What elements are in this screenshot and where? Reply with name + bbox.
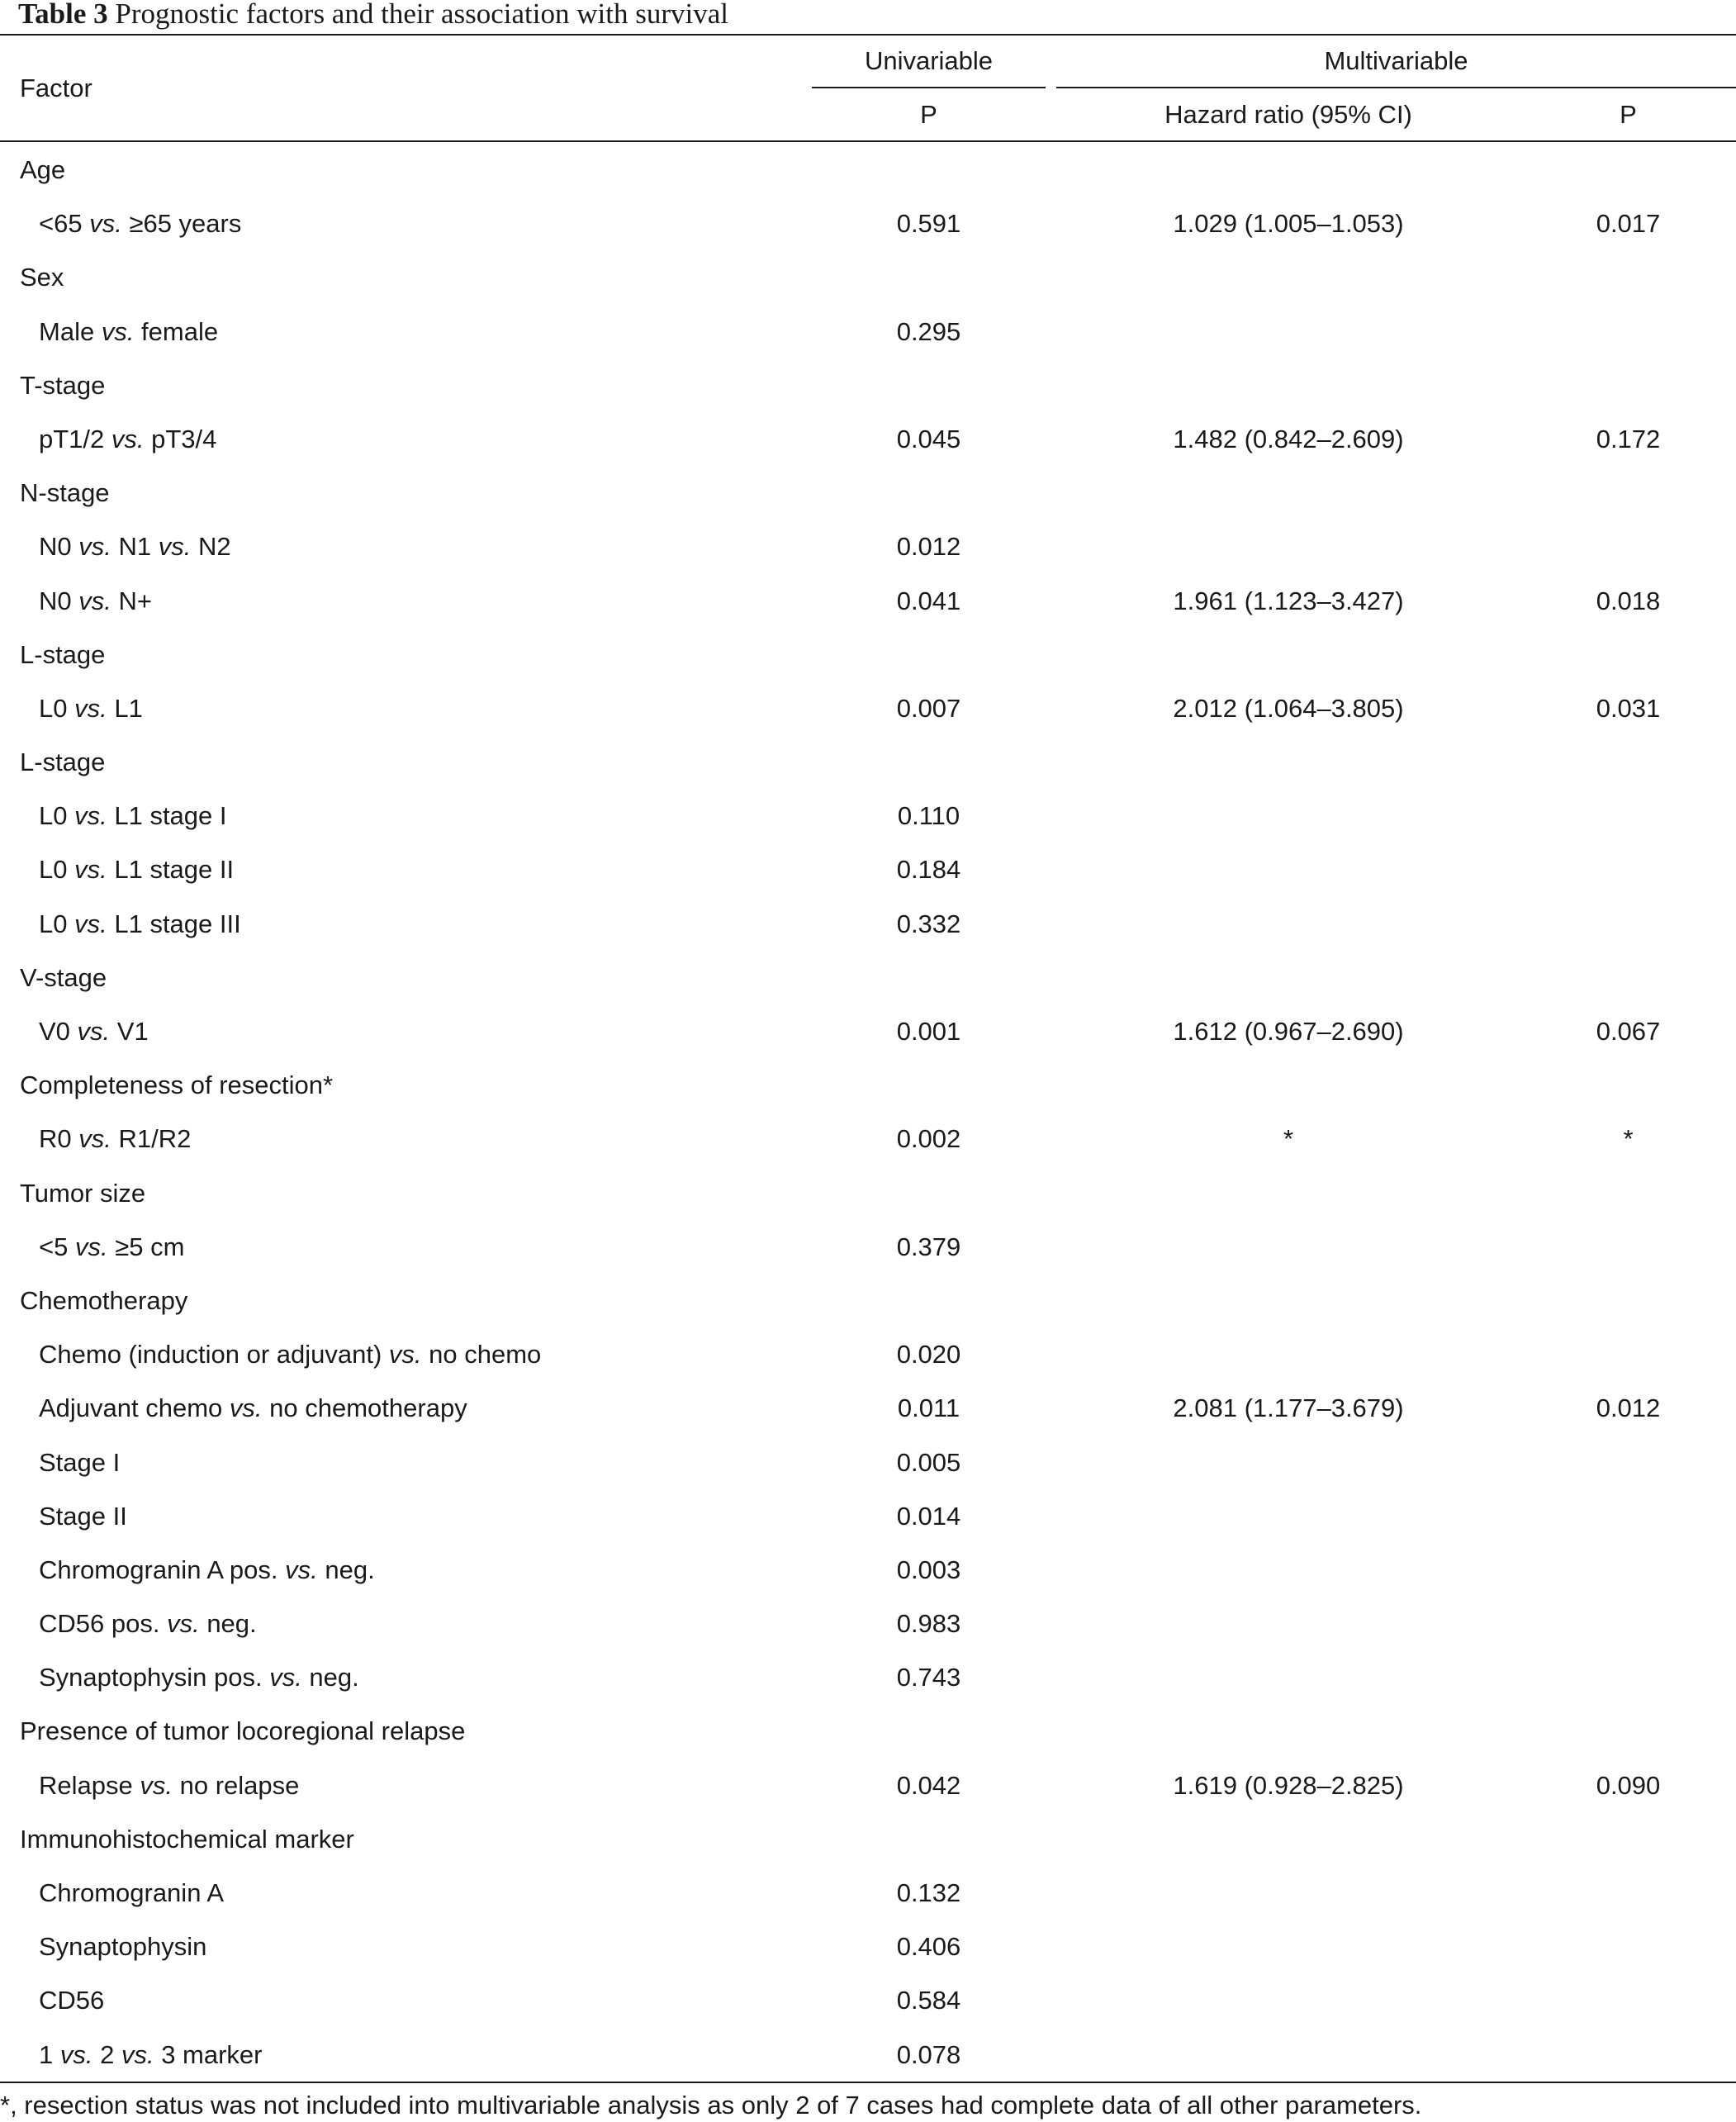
table-row [0,1010,1736,1064]
multivariable-p-cell [1520,1979,1736,2033]
hazard-ratio-cell [1056,1602,1520,1656]
multivariable-p-cell [1520,2034,1736,2087]
univariable-p-cell: 0.045 [896,424,961,453]
univariable-p-cell: 0.743 [896,1663,961,1692]
hazard-ratio-cell [1056,1549,1520,1602]
multivariable-p-cell [1520,795,1736,848]
factor-text: L1 [107,693,143,723]
factor-text: pT1/2 [39,424,111,453]
hazard-ratio-cell [1056,1872,1520,1925]
hazard-ratio-cell [1056,903,1520,957]
hazard-ratio-cell [1056,795,1520,848]
table-group-row [0,741,1736,795]
factor-text: no chemo [421,1340,542,1370]
table-row [0,1925,1736,1979]
table-group-row [0,1064,1736,1118]
factor-cell: Tumor size [20,1178,146,1208]
table-row [0,1656,1736,1710]
univariable-p-cell: 0.078 [896,2039,961,2069]
hazard-ratio-cell: 2.081 (1.177–3.679) [1173,1393,1404,1423]
factor-text: R1/R2 [111,1124,192,1154]
multivariable-p-cell [1520,1656,1736,1710]
table-row [0,848,1736,902]
factor-cell [39,525,231,579]
univariable-p-cell: 0.005 [896,1447,961,1477]
factor-text: Adjuvant chemo [39,1393,230,1423]
hazard-ratio-cell: 1.619 (0.928–2.825) [1173,1770,1404,1800]
factor-text: CD56 [39,1986,105,2015]
factor-text: V1 [110,1017,149,1046]
table-group-row [0,364,1736,418]
factor-cell [39,687,143,741]
hazard-ratio-cell [1056,1925,1520,1979]
multivariable-p-cell [1520,903,1736,957]
factor-vs: vs. [59,2039,93,2069]
factor-cell: Age [20,155,66,184]
factor-text: Chromogranin A pos. [39,1555,286,1584]
factor-text: N0 [39,586,79,615]
univariable-underline [812,87,1046,88]
factor-cell [39,1656,359,1710]
factor-cell: Immunohistochemical marker [20,1824,354,1854]
table-row [0,1602,1736,1656]
factor-text: pT3/4 [144,424,217,453]
factor-cell [39,1979,104,2033]
multivariable-p-cell [1520,1602,1736,1656]
univariable-p-cell: 0.295 [896,316,961,346]
factor-text: L1 stage I [107,801,227,831]
factor-text: N2 [191,532,231,562]
univariable-p-cell: 0.020 [896,1340,961,1370]
factor-vs: vs. [269,1663,302,1692]
univariable-p-cell: 0.591 [896,209,961,239]
univariable-p-cell: 0.012 [896,532,961,562]
factor-text: L0 [39,693,75,723]
multivariable-p-cell: 0.017 [1596,209,1661,239]
factor-vs: vs. [78,532,111,562]
hazard-ratio-cell [1056,1656,1520,1710]
table-row [0,1549,1736,1602]
factor-vs: vs. [140,1770,173,1800]
hazard-ratio-cell [1056,525,1520,579]
table-row [0,687,1736,741]
univariable-p-cell: 0.332 [896,909,961,938]
multivariable-p-cell: 0.090 [1596,1770,1661,1800]
multivariable-p-cell: 0.012 [1596,1393,1661,1423]
factor-text: Relapse [39,1770,140,1800]
header-factor: Factor [20,74,92,102]
factor-text: L1 stage III [107,909,241,938]
factor-text: Chromogranin A [39,1878,225,1907]
factor-text: V0 [39,1017,78,1046]
factor-text: N+ [111,586,152,615]
factor-vs: vs. [74,693,107,723]
factor-text: CD56 pos. [39,1609,168,1639]
factor-cell: L-stage [20,639,106,669]
factor-cell [39,1333,541,1387]
table-row [0,525,1736,579]
table-group-row [0,634,1736,687]
factor-cell [39,1549,375,1602]
factor-vs: vs. [89,209,122,239]
multivariable-p-cell [1520,1226,1736,1279]
table-row [0,795,1736,848]
factor-cell [39,2034,263,2087]
factor-cell: Sex [20,263,64,292]
multivariable-p-cell: 0.018 [1596,586,1661,615]
multivariable-p-cell [1520,1495,1736,1549]
hazard-ratio-cell [1056,1226,1520,1279]
factor-vs: vs. [167,1609,200,1639]
factor-text: Chemo (induction or adjuvant) [39,1340,389,1370]
table-row [0,418,1736,472]
hazard-ratio-cell [1056,311,1520,364]
factor-cell: V-stage [20,962,107,992]
univariable-p-cell: 0.007 [896,693,961,723]
table-row [0,903,1736,957]
hazard-ratio-cell [1056,2034,1520,2087]
univariable-p-cell: 0.406 [896,1932,961,1962]
factor-cell [39,1441,120,1495]
table-row [0,1764,1736,1818]
factor-text: ≥65 years [121,209,242,239]
hazard-ratio-cell: 1.029 (1.005–1.053) [1173,209,1404,239]
factor-text: neg. [317,1555,375,1584]
factor-text: no chemotherapy [262,1393,467,1423]
header-hazard-ratio: Hazard ratio (95% CI) [1164,100,1412,129]
factor-cell: Chemotherapy [20,1285,188,1315]
factor-text: Male [39,316,102,346]
table-group-row [0,256,1736,310]
factor-vs: vs. [74,801,107,831]
table-group-row [0,472,1736,525]
table-row [0,1441,1736,1495]
factor-cell [39,903,241,957]
hazard-ratio-cell: 1.482 (0.842–2.609) [1173,424,1404,453]
table-row [0,580,1736,634]
univariable-p-cell: 0.014 [896,1501,961,1531]
factor-text: N0 [39,532,79,562]
factor-cell [39,311,218,364]
factor-text: Synaptophysin pos. [39,1663,270,1692]
table-caption-label: Table 3 [18,0,108,30]
factor-cell [39,418,216,472]
factor-cell [39,795,227,848]
hazard-ratio-cell [1056,1495,1520,1549]
multivariable-p-cell [1520,311,1736,364]
factor-text: L0 [39,801,75,831]
factor-text: female [134,316,219,346]
factor-text: Synaptophysin [39,1932,207,1962]
hazard-ratio-cell: * [1283,1124,1294,1154]
factor-cell [39,1602,257,1656]
factor-cell: T-stage [20,370,106,400]
factor-vs: vs. [158,532,192,562]
table-caption-text: Prognostic factors and their association with survival [115,0,728,30]
factor-text: <65 [39,209,90,239]
multivariable-p-cell [1520,1872,1736,1925]
table-body [0,149,1736,2087]
table-row [0,202,1736,256]
header-univariable: Univariable [864,46,994,75]
table-row [0,1495,1736,1549]
factor-cell [39,202,241,256]
factor-text: L1 stage II [107,855,235,885]
factor-cell: L-stage [20,748,106,777]
factor-text: L0 [39,909,75,938]
univariable-p-cell: 0.584 [896,1986,961,2015]
multivariable-p-cell: 0.067 [1596,1017,1661,1046]
univariable-p-cell: 0.110 [897,801,960,831]
factor-text: Stage II [39,1501,127,1531]
table-top-rule [0,34,1736,36]
multivariable-p-cell [1520,1441,1736,1495]
univariable-p-cell: 0.002 [896,1124,961,1154]
factor-cell [39,1495,127,1549]
table-group-row [0,1818,1736,1872]
factor-cell [39,1764,299,1818]
multivariable-p-cell: 0.172 [1596,424,1661,453]
multivariable-p-cell: * [1623,1124,1634,1154]
factor-text: Stage I [39,1447,121,1477]
factor-cell [39,1387,467,1441]
multivariable-p-cell [1520,848,1736,902]
factor-text: ≥5 cm [107,1232,185,1261]
table-caption [18,0,728,30]
factor-cell: Completeness of resection* [20,1070,334,1100]
factor-vs: vs. [74,1232,108,1261]
factor-text: 3 marker [154,2039,263,2069]
table-row [0,1872,1736,1925]
table-group-row [0,957,1736,1010]
factor-cell [39,1010,149,1064]
header-multivariable-p: P [1620,100,1637,129]
table-row [0,1226,1736,1279]
header-multivariable: Multivariable [1324,46,1468,75]
factor-cell [39,1118,191,1171]
factor-cell: N-stage [20,478,110,508]
factor-cell: Presence of tumor locoregional relapse [20,1716,466,1746]
hazard-ratio-cell: 1.961 (1.123–3.427) [1173,586,1404,615]
table-row [0,2034,1736,2087]
hazard-ratio-cell [1056,1333,1520,1387]
univariable-p-cell: 0.011 [897,1393,960,1423]
factor-vs: vs. [101,316,135,346]
hazard-ratio-cell [1056,848,1520,902]
factor-vs: vs. [111,424,145,453]
factor-vs: vs. [78,586,111,615]
table-header-rule [0,140,1736,142]
factor-vs: vs. [78,1124,111,1154]
factor-cell [39,580,152,634]
univariable-p-cell: 0.132 [896,1878,961,1907]
hazard-ratio-cell: 1.612 (0.967–2.690) [1173,1017,1404,1046]
table-bottom-rule [0,2082,1736,2083]
factor-text: no relapse [172,1770,300,1800]
table-group-row [0,1710,1736,1764]
factor-text: 2 [92,2039,121,2069]
header-univariable-p: P [920,100,937,129]
hazard-ratio-cell: 2.012 (1.064–3.805) [1173,693,1404,723]
factor-text: R0 [39,1124,79,1154]
factor-cell [39,1925,206,1979]
factor-text: neg. [199,1609,257,1639]
multivariable-p-cell [1520,525,1736,579]
hazard-ratio-cell [1056,1979,1520,2033]
multivariable-underline [1056,87,1736,88]
hazard-ratio-cell [1056,1441,1520,1495]
table-group-row [0,1172,1736,1226]
multivariable-p-cell [1520,1549,1736,1602]
factor-vs: vs. [74,855,107,885]
factor-vs: vs. [388,1340,422,1370]
factor-cell [39,1226,184,1279]
multivariable-p-cell: 0.031 [1596,693,1661,723]
factor-text: 1 [39,2039,60,2069]
factor-vs: vs. [121,2039,154,2069]
univariable-p-cell: 0.184 [896,855,961,885]
table-row [0,1333,1736,1387]
table-row [0,1979,1736,2033]
factor-vs: vs. [285,1555,318,1584]
factor-cell [39,1872,224,1925]
multivariable-p-cell [1520,1333,1736,1387]
table-group-row [0,1279,1736,1333]
factor-vs: vs. [229,1393,263,1423]
factor-vs: vs. [77,1017,111,1046]
factor-cell [39,848,234,902]
univariable-p-cell: 0.379 [896,1232,961,1261]
table-row [0,1387,1736,1441]
univariable-p-cell: 0.001 [896,1017,961,1046]
table-row [0,1118,1736,1171]
univariable-p-cell: 0.983 [896,1609,961,1639]
factor-text: N1 [111,532,159,562]
table-footnote: *, resection status was not included into multivariable analysis as only 2 of 7 cases had complete data of all other parameters. [0,2091,1422,2120]
univariable-p-cell: 0.003 [896,1555,961,1584]
factor-vs: vs. [74,909,107,938]
factor-text: <5 [39,1232,75,1261]
table-group-row [0,149,1736,202]
multivariable-p-cell [1520,1925,1736,1979]
factor-text: neg. [301,1663,359,1692]
table-row [0,311,1736,364]
univariable-p-cell: 0.041 [896,586,961,615]
factor-text: L0 [39,855,75,885]
univariable-p-cell: 0.042 [896,1770,961,1800]
